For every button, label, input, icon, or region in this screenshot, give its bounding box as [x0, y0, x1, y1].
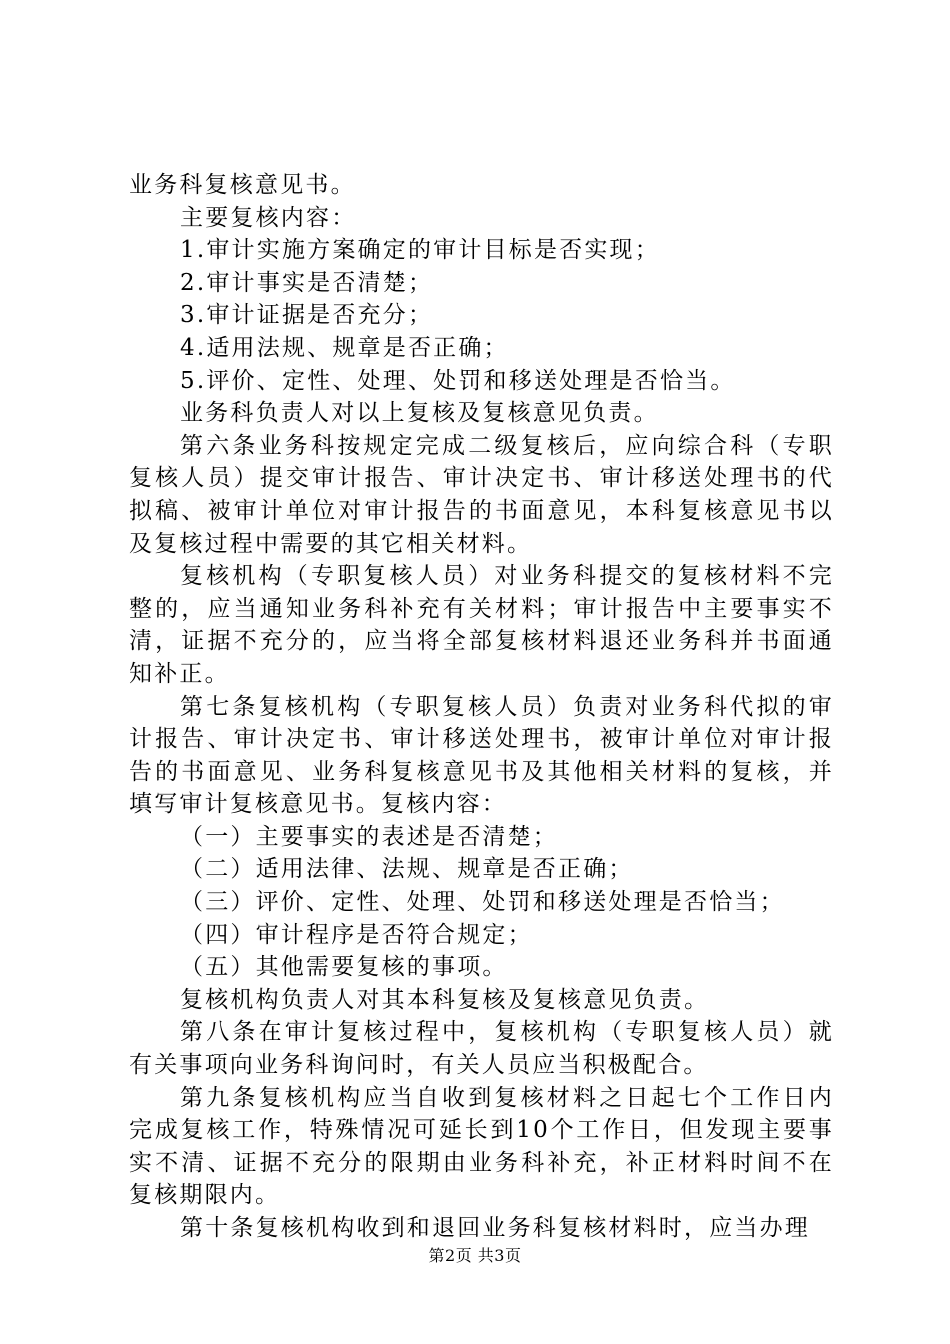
paragraph: 业务科负责人对以上复核及复核意见负责。	[180, 400, 659, 427]
page-number: 第2页 共3页	[428, 1246, 522, 1265]
list-item: （四）审计程序是否符合规定；	[180, 921, 533, 948]
list-item: （一）主要事实的表述是否清楚；	[180, 823, 558, 850]
list-item: 4.适用法规、规章是否正确；	[180, 334, 509, 361]
article-10: 第十条复核机构收到和退回业务科复核材料时，应当办理	[180, 1215, 810, 1241]
paragraph: 复核机构负责人对其本科复核及复核意见负责。	[180, 986, 710, 1013]
list-item: 2.审计事实是否清楚；	[180, 269, 434, 296]
list-item: 3.审计证据是否充分；	[180, 302, 434, 329]
document-body	[129, 169, 834, 1245]
paragraph: 复核机构（专职复核人员）对业务科提交的复核材料不完整的，应当通知业务科补充有关材料；审计报告中主要事实不清，证据不充分的，应当将全部复核材料退还业务科并书面通知补正。	[129, 563, 834, 687]
article-9: 第九条复核机构应当自收到复核材料之日起七个工作日内完成复核工作，特殊情况可延长到10个工作日，但发现主要事实不清、证据不充分的限期由业务科补充，补正材料时间不在复核期限内。	[129, 1084, 834, 1209]
article-8: 第八条在审计复核过程中，复核机构（专职复核人员）就有关事项向业务科询问时，有关人员应当积极配合。	[129, 1019, 834, 1079]
article-6: 第六条业务科按规定完成二级复核后，应向综合科（专职复核人员）提交审计报告、审计决定书、审计移送处理书的代拟稿、被审计单位对审计报告的书面意见，本科复核意见书以及复核过程中需要的其它相关材料。	[129, 432, 834, 557]
list-item: （二）适用法律、法规、规章是否正确；	[180, 856, 634, 883]
list-item: （五）其他需要复核的事项。	[180, 954, 508, 981]
list-item: （三）评价、定性、处理、处罚和移送处理是否恰当；	[180, 889, 785, 916]
paragraph: 主要复核内容：	[180, 204, 357, 231]
list-item: 1.审计实施方案确定的审计目标是否实现；	[180, 237, 660, 264]
paragraph: 业务科复核意见书。	[129, 172, 356, 198]
list-item: 5.评价、定性、处理、处罚和移送处理是否恰当。	[180, 367, 736, 394]
article-7: 第七条复核机构（专职复核人员）负责对业务科代拟的审计报告、审计决定书、审计移送处理书，被审计单位对审计报告的书面意见、业务科复核意见书及其他相关材料的复核，并填写审计复核意见书。复核内容：	[129, 693, 834, 818]
page-footer	[0, 1243, 950, 1266]
